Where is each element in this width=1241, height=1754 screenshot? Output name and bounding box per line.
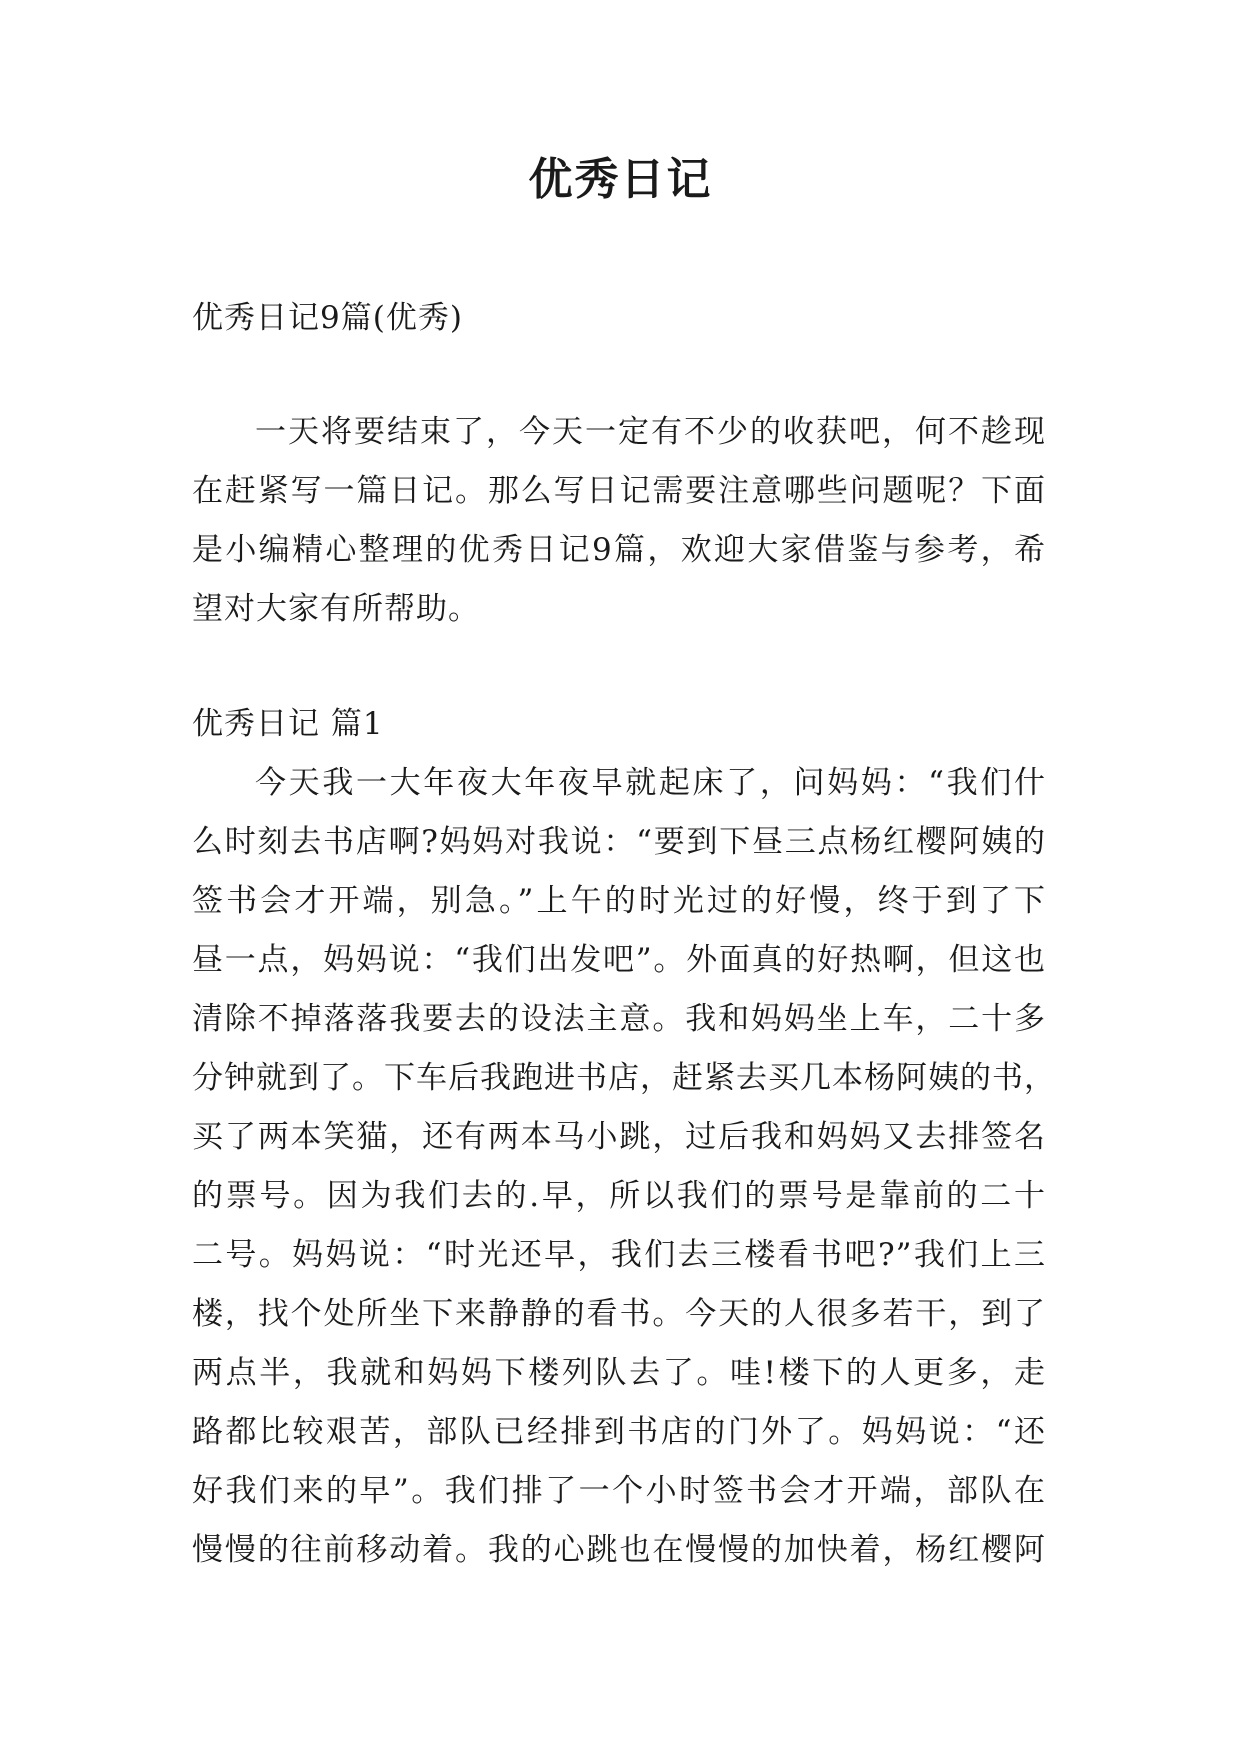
body-line: 昼一点，妈妈说：“我们出发吧”。外面真的好热啊，但这也 <box>192 942 1046 978</box>
section-heading: 优秀日记 篇1 <box>192 706 384 742</box>
intro-line: 在赶紧写一篇日记。那么写日记需要注意哪些问题呢？下面 <box>192 473 1046 509</box>
body-line: 么时刻去书店啊?妈妈对我说：“要到下昼三点杨红樱阿姨的 <box>192 824 1046 860</box>
body-line: 买了两本笑猫，还有两本马小跳，过后我和妈妈又去排签名 <box>192 1119 1046 1155</box>
body-line: 楼，找个处所坐下来静静的看书。今天的人很多若干，到了 <box>192 1296 1046 1332</box>
body-line: 好我们来的早”。我们排了一个小时签书会才开端，部队在 <box>192 1473 1046 1509</box>
body-line: 慢慢的往前移动着。我的心跳也在慢慢的加快着，杨红樱阿 <box>192 1532 1046 1568</box>
document-title: 优秀日记 <box>528 154 713 205</box>
intro-line: 是小编精心整理的优秀日记9篇，欢迎大家借鉴与参考，希 <box>192 532 1046 568</box>
document-subtitle: 优秀日记9篇(优秀) <box>192 300 463 336</box>
body-line: 分钟就到了。下车后我跑进书店，赶紧去买几本杨阿姨的书， <box>192 1060 1056 1096</box>
body-line: 二号。妈妈说：“时光还早，我们去三楼看书吧?”我们上三 <box>192 1237 1046 1273</box>
body-line: 清除不掉落落我要去的设法主意。我和妈妈坐上车，二十多 <box>192 1001 1046 1037</box>
body-line: 的票号。因为我们去的.早，所以我们的票号是靠前的二十 <box>192 1178 1046 1214</box>
body-line: 两点半，我就和妈妈下楼列队去了。哇!楼下的人更多，走 <box>192 1355 1046 1391</box>
intro-line: 一天将要结束了，今天一定有不少的收获吧，何不趁现 <box>255 414 1046 450</box>
body-line: 路都比较艰苦，部队已经排到书店的门外了。妈妈说：“还 <box>192 1414 1046 1450</box>
intro-line: 望对大家有所帮助。 <box>192 591 480 627</box>
body-line: 今天我一大年夜大年夜早就起床了，问妈妈：“我们什 <box>255 765 1046 801</box>
body-line: 签书会才开端，别急。”上午的时光过的好慢，终于到了下 <box>192 883 1046 919</box>
